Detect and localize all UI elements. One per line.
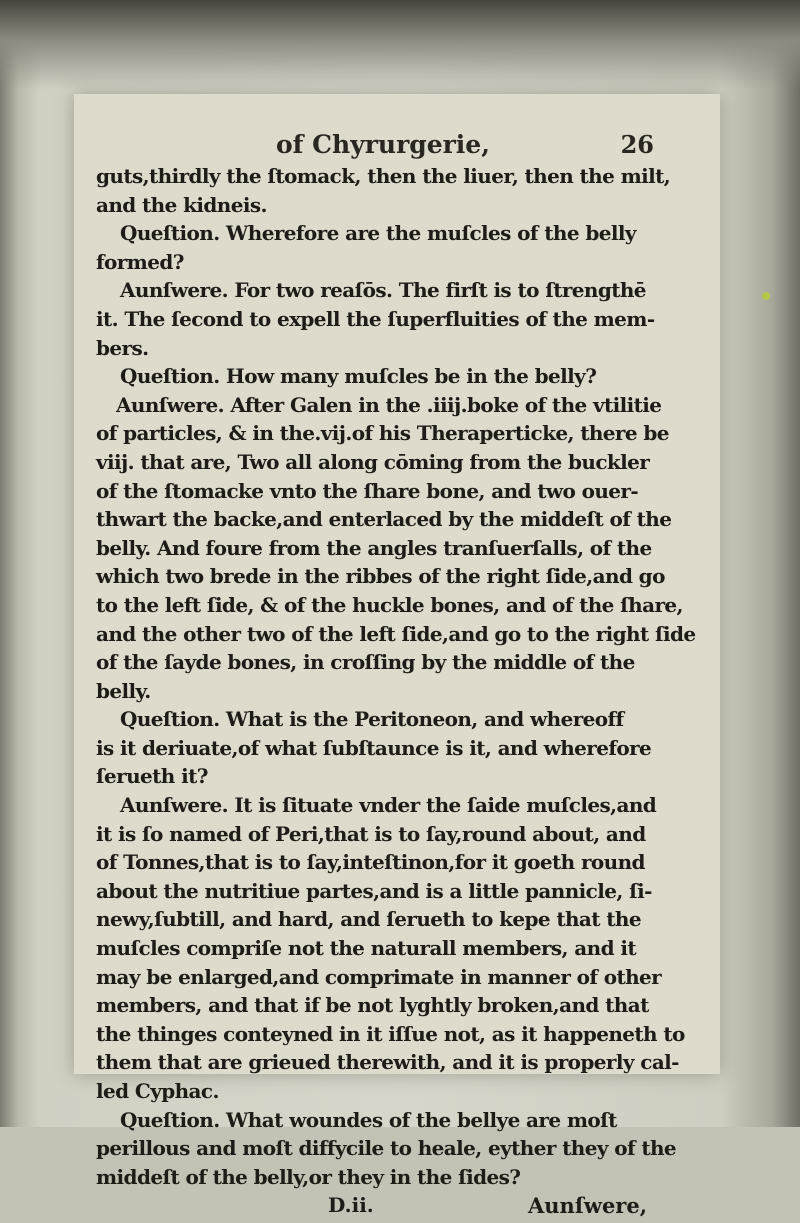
page-header: [96, 130, 706, 160]
text-line: ſerueth it?: [96, 764, 208, 789]
text-line: Aunſwere. After Galen in the .iiij.boke of the vtilitie: [116, 392, 662, 417]
page-number: 26: [620, 130, 654, 159]
text-line: newy,ſubtill, and hard, and ſerueth to kepe that the: [96, 907, 641, 932]
text-line: guts,thirdly the ſtomack, then the liuer, then the milt,: [96, 164, 671, 188]
text-line: which two brede in the ribbes of the right ſide,and go: [96, 564, 665, 589]
body-text: [96, 162, 706, 1191]
top-shadow: [0, 0, 800, 90]
text-line: Aunſwere. For two reaſōs. The firſt is to ſtrengthē: [120, 278, 646, 303]
text-line: thwart the backe,and enterlaced by the middeſt of the: [96, 507, 672, 532]
text-line: and the kidneis.: [96, 192, 267, 217]
text-line: to the left ſide, & of the huckle bones, and of the ſhare,: [96, 592, 683, 617]
text-line: of Tonnes,that is to ſay,inteſtinon,for it goeth round: [96, 850, 645, 875]
text-line: middeſt of the belly,or they in the ſides?: [96, 1164, 521, 1189]
text-line: Aunſwere. It is ſituate vnder the ſaide muſcles,and: [120, 793, 657, 818]
text-line: Queſtion. Wherefore are the muſcles of the belly: [120, 221, 636, 246]
text-line: Queſtion. What woundes of the bellye are moſt: [120, 1107, 617, 1132]
text-line: belly.: [96, 678, 151, 703]
catchword: Aunſwere,: [528, 1193, 648, 1219]
page-content: [96, 130, 706, 1223]
text-line: led Cyphac.: [96, 1079, 219, 1103]
text-line: of particles, & in the.vij.of his Theraperticke, there be: [96, 421, 669, 446]
signature-mark: D.ii.: [328, 1193, 374, 1218]
text-line: it. The ſecond to expell the ſuperfluities of the mem-: [96, 306, 655, 331]
text-line: of the ſtomacke vnto the ſhare bone, and two ouer-: [96, 478, 639, 503]
text-line: and the other two of the left ſide,and go to the right ſide: [96, 621, 696, 646]
text-line: formed?: [96, 249, 184, 274]
stain-speck: [762, 292, 770, 300]
page-footer: [96, 1193, 706, 1223]
text-line: them that are grieued therewith, and it is properly cal-: [96, 1050, 679, 1075]
text-line: members, and that if be not lyghtly broken,and that: [96, 993, 649, 1018]
text-line: Queſtion. What is the Peritoneon, and whereoff: [120, 707, 624, 732]
text-line: of the ſayde bones, in croſſing by the middle of the: [96, 650, 635, 675]
text-line: it is ſo named of Peri,that is to ſay,round about, and: [96, 821, 646, 846]
text-line: belly. And foure from the angles tranſuerſalls, of the: [96, 535, 652, 560]
text-line: viij. that are, Two all along cōming from the buckler: [96, 449, 650, 474]
text-line: bers.: [96, 335, 149, 360]
text-line: muſcles compriſe not the naturall members, and it: [96, 936, 636, 961]
book-page: [74, 94, 720, 1219]
text-line: about the nutritiue partes,and is a little pannicle, ſi-: [96, 878, 652, 903]
running-head: of Chyrurgerie,: [276, 130, 490, 159]
text-line: may be enlarged,and comprimate in manner of other: [96, 964, 662, 989]
text-line: perillous and moſt diffycile to heale, eyther they of the: [96, 1136, 677, 1161]
text-line: the thinges conteyned in it iſſue not, as it happeneth to: [96, 1021, 685, 1046]
text-line: Queſtion. How many muſcles be in the belly?: [120, 364, 597, 389]
text-line: is it deriuate,of what ſubſtaunce is it, and wherefore: [96, 735, 652, 760]
